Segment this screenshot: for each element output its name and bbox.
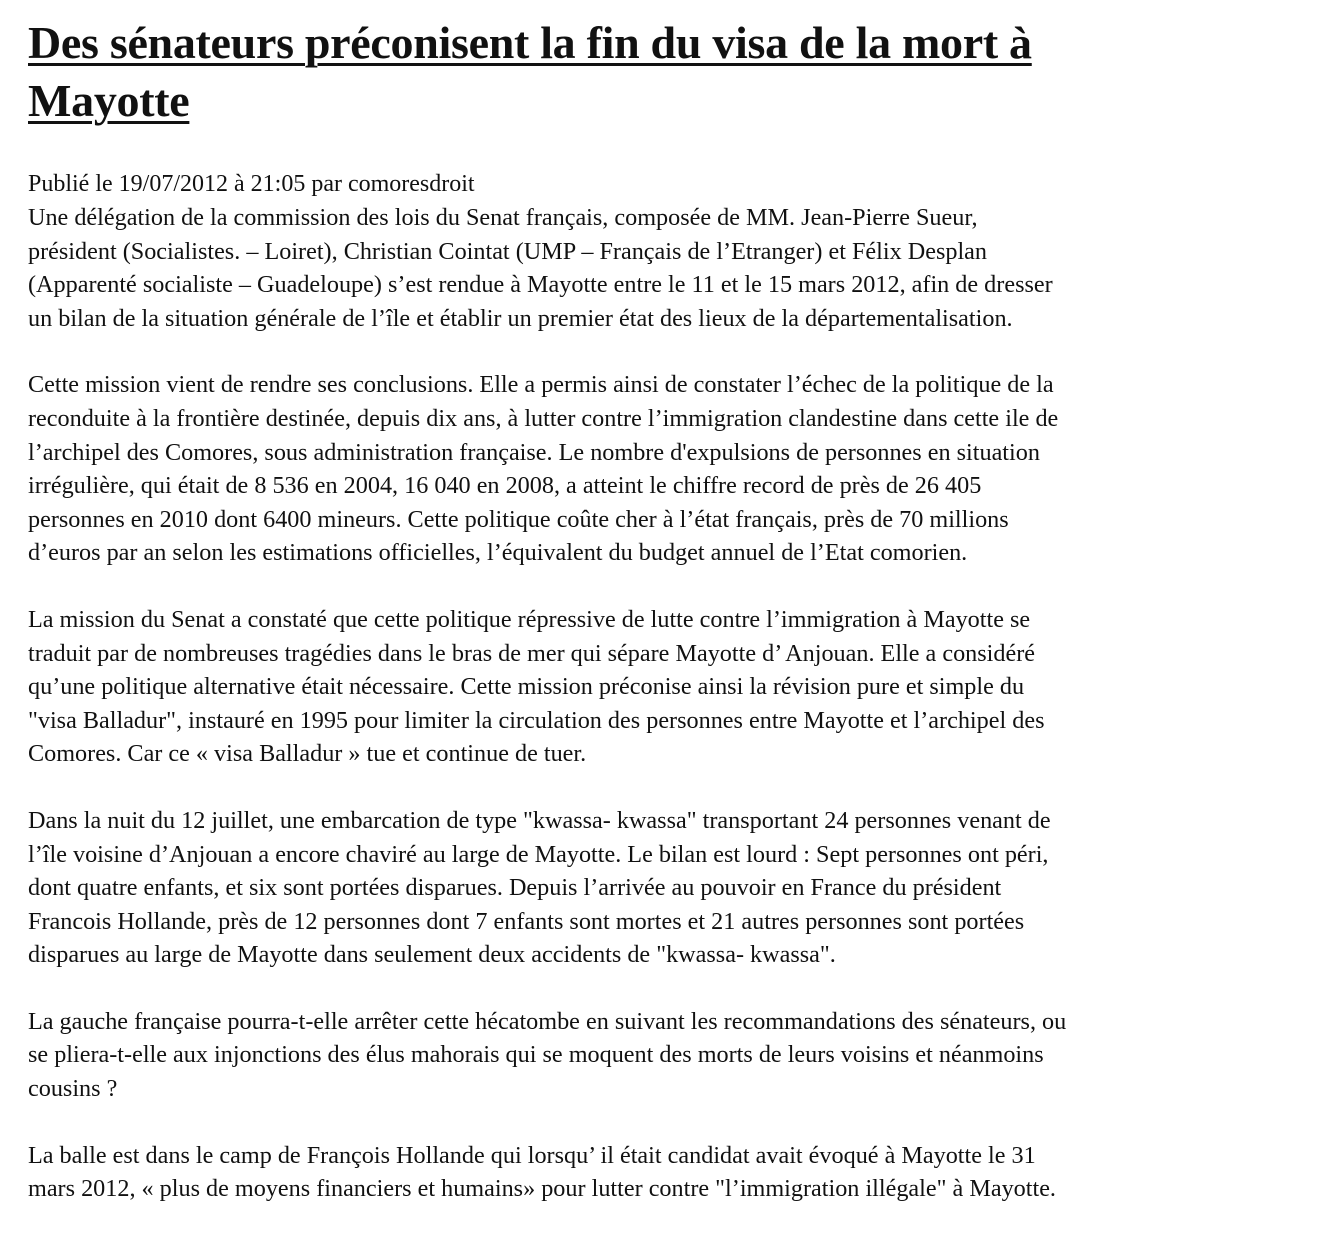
text-line: Dans la nuit du 12 juillet, une embarcation de type "kwassa- kwassa" transportant 24 personnes venant de <box>28 806 1051 834</box>
text-line: reconduite à la frontière destinée, depuis dix ans, à lutter contre l’immigration clandestine dans cette ile de <box>28 404 1059 432</box>
text-line: (Apparenté socialiste – Guadeloupe) s’est rendue à Mayotte entre le 11 et le 15 mars 2012, afin de dresser <box>28 271 1053 299</box>
paragraph-4 <box>28 804 1318 972</box>
text-line: personnes en 2010 dont 6400 mineurs. Cette politique coûte cher à l’état français, près de 70 millions <box>28 505 1009 533</box>
paragraph-3 <box>28 603 1318 771</box>
text-line: mars 2012, « plus de moyens financiers et humains» pour lutter contre "l’immigration illégale" à Mayotte. <box>28 1175 1056 1203</box>
text-line: un bilan de la situation générale de l’île et établir un premier état des lieux de la départementalisation. <box>28 304 1013 332</box>
text-line: irrégulière, qui était de 8 536 en 2004, 16 040 en 2008, a atteint le chiffre record de près de 26 405 <box>28 472 982 500</box>
text-line: dont quatre enfants, et six sont portées disparues. Depuis l’arrivée au pouvoir en France du président <box>28 874 1002 902</box>
text-line: La gauche française pourra-t-elle arrêter cette hécatombe en suivant les recommandations des sénateurs, ou <box>28 1007 1067 1035</box>
title-line: Mayotte <box>28 75 190 126</box>
paragraph-2 <box>28 368 1318 570</box>
text-line: traduit par de nombreuses tragédies dans le bras de mer qui sépare Mayotte d’ Anjouan. Elle a considéré <box>28 639 1036 667</box>
text-line: Une délégation de la commission des lois du Senat français, composée de MM. Jean-Pierre Sueur, <box>28 204 978 231</box>
paragraph-6 <box>28 1139 1318 1206</box>
text-line: d’euros par an selon les estimations officielles, l’équivalent du budget annuel de l’Etat comorien. <box>28 539 968 567</box>
paragraph-5 <box>28 1005 1318 1106</box>
publication-meta: Publié le 19/07/2012 à 21:05 par comoresdroit <box>28 171 475 197</box>
text-line: Comores. Car ce « visa Balladur » tue et continue de tuer. <box>28 740 587 768</box>
text-line: cousins ? <box>28 1075 118 1103</box>
text-line: La mission du Senat a constaté que cette politique répressive de lutte contre l’immigration à Mayotte se <box>28 605 1031 633</box>
article-title <box>28 14 1208 130</box>
text-line: président (Socialistes. – Loiret), Christian Cointat (UMP – Français de l’Etranger) et Félix Desplan <box>28 237 987 265</box>
text-line: "visa Balladur", instauré en 1995 pour limiter la circulation des personnes entre Mayotte et l’archipel des <box>28 706 1045 734</box>
text-line: Cette mission vient de rendre ses conclusions. Elle a permis ainsi de constater l’échec de la politique de la <box>28 371 1054 399</box>
article <box>28 14 1318 1206</box>
paragraph-1 <box>28 201 1318 335</box>
text-line: qu’une politique alternative était nécessaire. Cette mission préconise ainsi la révision pure et simple du <box>28 673 1025 701</box>
text-line: se pliera-t-elle aux injonctions des élus mahorais qui se moquent des morts de leurs voisins et néanmoins <box>28 1041 1044 1069</box>
text-line: disparues au large de Mayotte dans seulement deux accidents de "kwassa- kwassa". <box>28 941 836 969</box>
text-line: l’archipel des Comores, sous administration française. Le nombre d'expulsions de personnes en situation <box>28 438 1040 466</box>
text-line: La balle est dans le camp de François Hollande qui lorsqu’ il était candidat avait évoqué à Mayotte le 31 <box>28 1141 1036 1169</box>
title-line: Des sénateurs préconisent la fin du visa de la mort à <box>28 17 1032 68</box>
text-line: Francois Hollande, près de 12 personnes dont 7 enfants sont mortes et 21 autres personnes sont portées <box>28 907 1025 935</box>
text-line: l’île voisine d’Anjouan a encore chaviré au large de Mayotte. Le bilan est lourd : Sept personnes ont péri, <box>28 840 1049 868</box>
